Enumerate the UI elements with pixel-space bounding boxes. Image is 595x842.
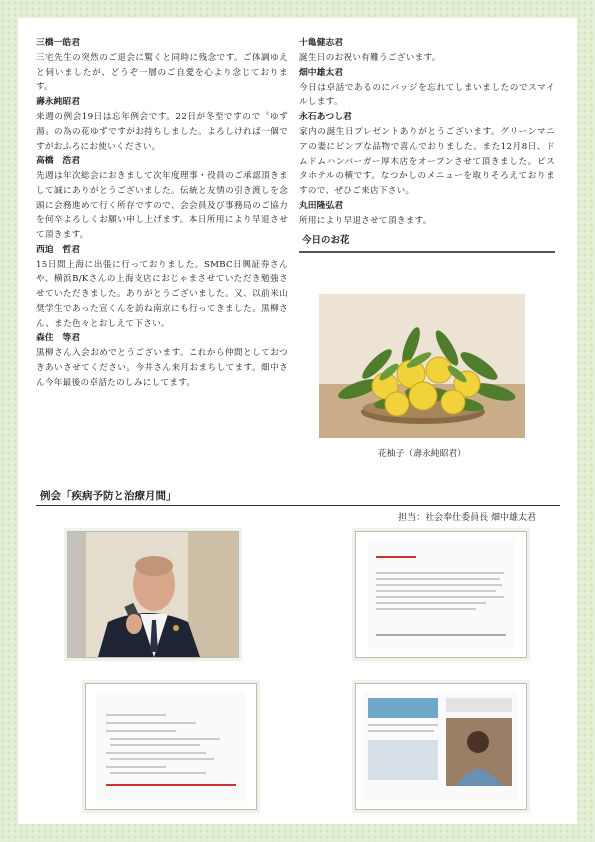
page-sheet [18, 18, 577, 824]
slide-text-line [106, 714, 166, 716]
smile-box-right-column [299, 36, 555, 253]
slide-text-line [368, 730, 434, 732]
speaker-message: 15日間上海に出張に行っておりました。SMBC日興証券さんや、横浜B/Kさんの上海支店におじゃまさせていただき勉強させていただきました。ありがとうございました。又、以前米山奨学生であった宣くんを訪ね南京にも行ってきました。黒柳さん、また色々とおしえて下さい。 [36, 259, 288, 329]
slide-screen [368, 540, 514, 649]
speaker-name: 西迫 哲君 [36, 244, 80, 255]
slide-image-block [368, 698, 438, 718]
flower-photo [319, 294, 525, 438]
slide-text-line [376, 578, 500, 580]
slide-text-line [106, 730, 176, 732]
slide-text-line [110, 758, 214, 760]
speaker-illustration [68, 532, 238, 657]
slide-text-line [110, 738, 220, 740]
speaker-message: 家内の誕生日プレゼントありがとうございます。グリーンマニアの妻にピンプな品物で喜んでおりました。また12月8日、ドムドムハンバーガー厚木店をオープンさせて頂きました。ビスタホテルの横です。なつかしのメニューを取りそろえておりますので、ぜひご来店下さい。 [299, 127, 555, 196]
smile-box-left-column [36, 36, 288, 390]
slide-text-line [110, 744, 200, 746]
slide-list-photo [85, 683, 257, 810]
slide-images-photo [355, 683, 527, 810]
speaker-name: 永石あつし君 [299, 112, 352, 123]
slide-title-photo [355, 531, 527, 658]
smile-entry [299, 66, 555, 110]
slide-image-block [368, 740, 438, 780]
speaker-name: 丸田隆弘君 [299, 200, 343, 211]
speaker-message: 黒柳さん入会おめでとうございます。これから仲間としておつきあいさせてください。今井さん来月おまちしてます。畑中さん今年最後の卓話たのしみにしてます。 [36, 348, 288, 388]
speaker-name: 畑中雄太君 [299, 67, 343, 78]
person-icon [446, 718, 512, 786]
reikai-section-title: 例会「疾病予防と治療月間」 [36, 488, 560, 506]
slide-text-line [376, 602, 486, 604]
speaker-message: 三宅先生の突然のご退会に驚くと同時に残念です。ご体調ゆえと伺いましたが、どうぞ一層のご自愛を心より念じております。 [36, 53, 288, 93]
reikai-charge: 担当：社会奉仕委員長 畑中雄太君 [398, 513, 536, 523]
speaker-name: 高橋 浩君 [36, 156, 80, 167]
smile-entry [36, 36, 288, 95]
slide-photo-block [446, 718, 512, 786]
speaker-message: 誕生日のお祝い有難うございます。 [299, 53, 441, 63]
slide-screen [364, 692, 518, 801]
smile-entry [36, 331, 288, 390]
flower-section-title: 今日のお花 [299, 234, 555, 253]
slide-screen [96, 692, 246, 801]
slide-text-line [376, 584, 502, 586]
slide-text-line [376, 596, 504, 598]
speaker-message: 来週の例会19日は忘年例会です。22日が冬至ですので〝ゆず湯〟の為の花ゆずですがお持ちしました。よろしければ一個ですがおふろにお使いください。 [36, 112, 288, 152]
slide-text-line [106, 752, 206, 754]
speaker-name: 森住 等君 [36, 333, 80, 344]
speaker-message: 先週は年次総会におきまして次年度理事・役員のご承認頂きまして誠にありがとうございました。伝統と友情の引き渡しを念頭に会務進めて行く所存ですので、会会員及び事務局のご協力を何卒よろしくお願い申し上げます。本日所用により早退させて頂きます。 [36, 171, 288, 241]
smile-entry [299, 110, 555, 199]
slide-text-line [110, 772, 206, 774]
slide-text-line [106, 766, 166, 768]
slide-footer-line [376, 634, 506, 636]
yuzu-basket-illustration [319, 294, 525, 438]
speaker-message: 所用により早退させて頂きます。 [299, 215, 432, 226]
smile-entry [36, 154, 288, 243]
smile-entry [36, 95, 288, 154]
slide-text-line [376, 608, 476, 610]
slide-heading-line [376, 556, 416, 558]
speaker-name: 壽永純昭君 [36, 97, 80, 108]
speaker-name: 十亀健志君 [299, 38, 343, 48]
smile-entry [299, 36, 555, 66]
slide-text-block [446, 698, 512, 712]
slide-text-line [106, 722, 196, 724]
flower-caption: 花柚子（壽永純昭君） [378, 449, 466, 459]
slide-text-line [368, 724, 438, 726]
speaker-name: 三橋一皓君 [36, 38, 80, 48]
slide-text-line [376, 590, 496, 592]
smile-entry [36, 243, 288, 332]
speaker-message: 今日は卓話であるのにバッジを忘れてしまいましたのでスマイルします。 [299, 82, 555, 108]
slide-text-line [376, 572, 504, 574]
slide-footer-line [106, 784, 236, 786]
speaker-photo [67, 531, 239, 658]
smile-entry [299, 199, 555, 229]
